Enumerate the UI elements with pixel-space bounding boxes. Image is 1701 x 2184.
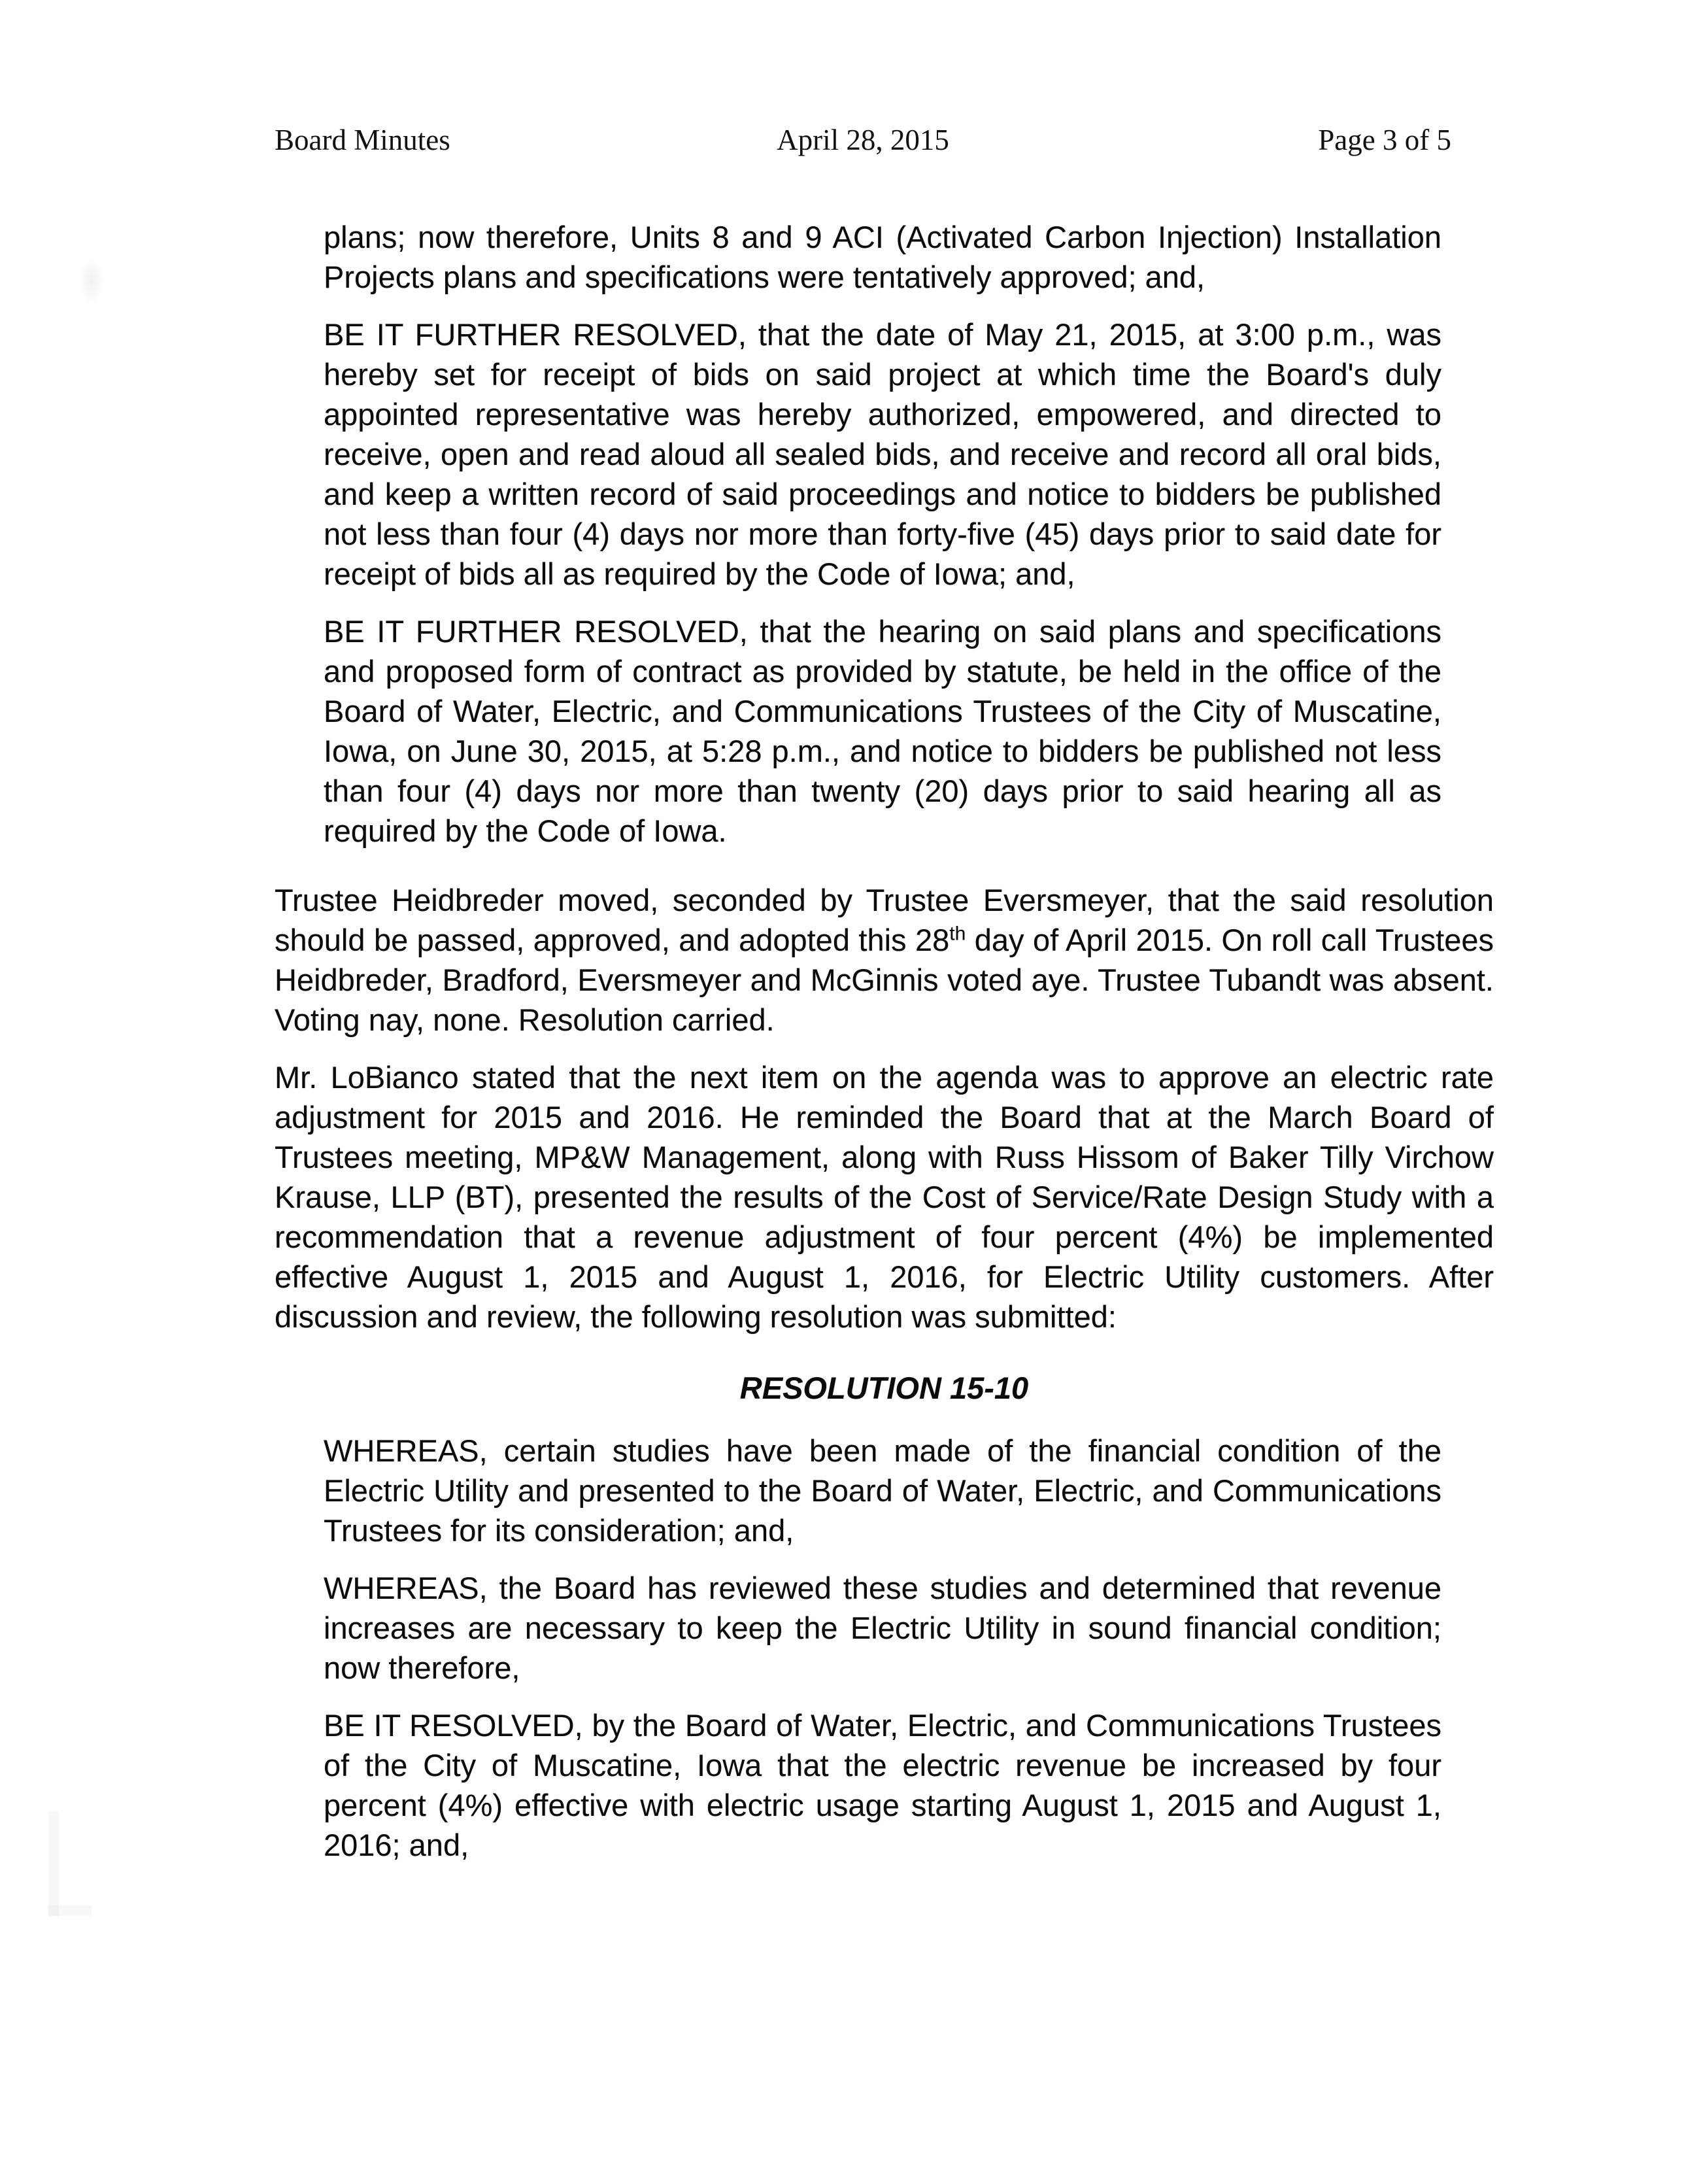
header-page-number: Page 3 of 5 (1318, 124, 1451, 156)
paragraph-be-it-resolved-increase: BE IT RESOLVED, by the Board of Water, Electric, and Communications Trustees of the City of Muscatine, Iowa that the electric revenue be increased by four percent (4%) effective with electric usage starting August 1, 2015 and August 1, 2016; and, (324, 1708, 1441, 1862)
scan-smudge-artifact (78, 258, 105, 304)
paragraph-whereas-studies: WHEREAS, certain studies have been made of the financial condition of the Electric Utility and presented to the Board of Water, Electric, and Communications Trustees for its consideration; and, (324, 1433, 1441, 1548)
motion-text-before-superscript: Trustee Heidbreder moved, seconded by Trustee Eversmeyer, that the said resolution should be passed, approved, and adopted this 28 (275, 883, 1494, 957)
motion-text-after-superscript: day of April 2015. On roll call Trustees Heidbreder, Bradford, Eversmeyer and McGinnis voted aye. Trustee Tubandt was absent. Voting nay, none. Resolution carried. (275, 923, 1494, 1037)
paragraph-resolved-hearing: BE IT FURTHER RESOLVED, that the hearing on said plans and specifications and proposed form of contract as provided by statute, be held in the office of the Board of Water, Electric, and Communications Trustees of the City of Muscatine, Iowa, on June 30, 2015, at 5:28 p.m., and notice to bidders be published not less than four (4) days nor more than twenty (20) days prior to said hearing all as required by the Code of Iowa. (324, 614, 1441, 848)
ordinal-superscript: th (949, 923, 966, 945)
paragraph-motion-roll-call (275, 880, 1494, 1040)
header-document-title: Board Minutes (275, 124, 450, 156)
document-body (275, 217, 1494, 1883)
page-header (275, 123, 1494, 157)
scan-line-artifact-vertical (48, 1811, 59, 1916)
paragraph-whereas-board-reviewed: WHEREAS, the Board has reviewed these studies and determined that revenue increases are necessary to keep the Electric Utility in sound financial condition; now therefore, (324, 1571, 1441, 1685)
resolution-heading: RESOLUTION 15-10 (739, 1371, 1029, 1405)
header-date: April 28, 2015 (777, 124, 949, 156)
paragraph-lobianco-rate-adjustment: Mr. LoBianco stated that the next item on the agenda was to approve an electric rate adjustment for 2015 and 2016. He reminded the Board that at the March Board of Trustees meeting, MP&W Management, along with Russ Hissom of Baker Tilly Virchow Krause, LLP (BT), presented the results of the Cost of Service/Rate Design Study with a recommendation that a revenue adjustment of four percent (4%) be implemented effective August 1, 2015 and August 1, 2016, for Electric Utility customers. After discussion and review, the following resolution was submitted: (275, 1060, 1494, 1334)
paragraph-plans-approved: plans; now therefore, Units 8 and 9 ACI (Activated Carbon Injection) Installation Projects plans and specifications were tentatively approved; and, (324, 220, 1441, 294)
scan-line-artifact-horizontal (48, 1905, 92, 1916)
paragraph-resolved-bid-receipt: BE IT FURTHER RESOLVED, that the date of May 21, 2015, at 3:00 p.m., was hereby set for receipt of bids on said project at which time the Board's duly appointed representative was hereby authorized, empowered, and directed to receive, open and read aloud all sealed bids, and receive and record all oral bids, and keep a written record of said proceedings and notice to bidders be published not less than four (4) days nor more than forty-five (45) days prior to said date for receipt of bids all as required by the Code of Iowa; and, (324, 317, 1441, 591)
